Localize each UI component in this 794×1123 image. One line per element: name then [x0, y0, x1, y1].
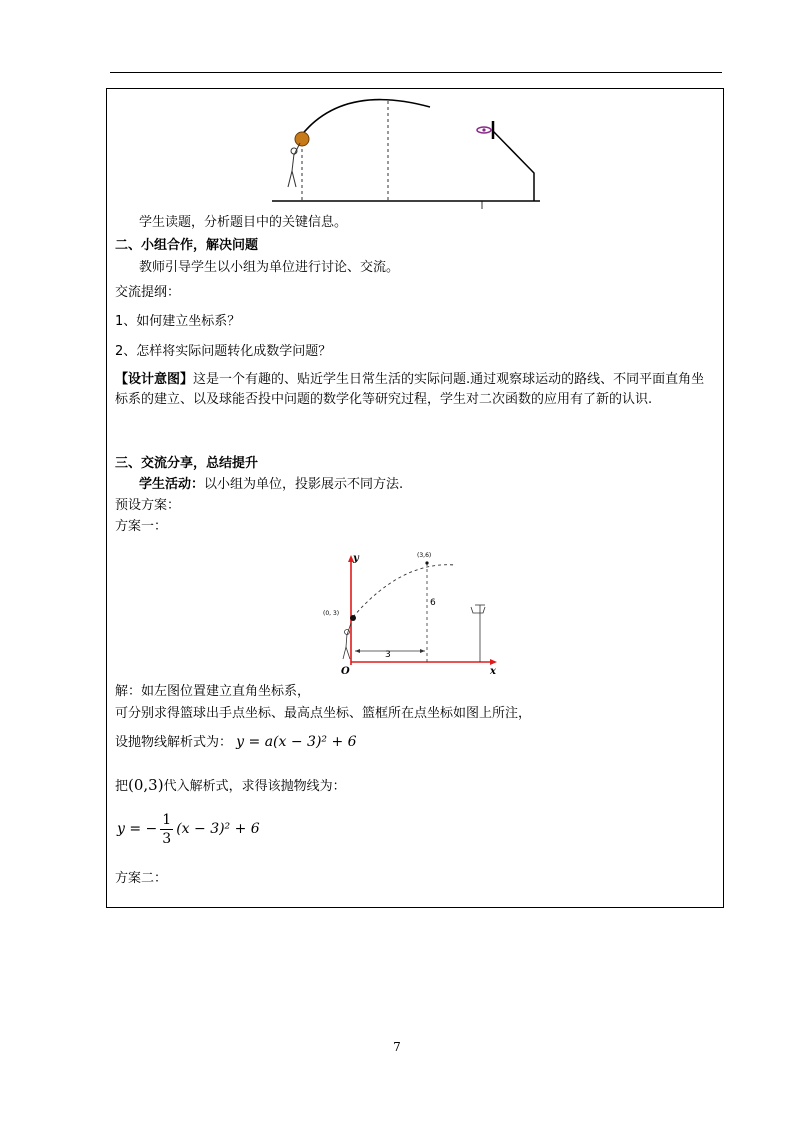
design-intent-text: 这是一个有趣的、贴近学生日常生活的实际问题.通过观察球运动的路线、不同平面直角坐标系的建立、以及球能否投中问题的数学化等研究过程，学生对二次函数的应用有了新的认识. [115, 372, 705, 407]
coordinate-system-figure [317, 547, 497, 677]
fraction-denominator: 3 [162, 830, 172, 847]
read-line: 学生读题，分析题目中的关键信息。 [139, 215, 348, 230]
solution-line-1: 解：如左图位置建立直角坐标系， [115, 684, 311, 699]
solution-line-4-prefix: 把 [115, 779, 129, 794]
formula-result-left: y = − [117, 821, 158, 837]
solution-line-4-suffix: 代入解析式，求得该抛物线为： [163, 779, 346, 794]
origin-label: O [341, 666, 350, 677]
release-point [350, 615, 356, 621]
x-axis-label: x [490, 666, 496, 677]
hoop-icon [477, 121, 534, 201]
player-icon [343, 623, 351, 659]
page-number: 7 [393, 1040, 401, 1054]
y-axis-label: y [353, 553, 359, 564]
solution-line-3 [115, 732, 357, 753]
content-frame [106, 88, 724, 908]
x-axis-arrow [490, 659, 497, 665]
distance-label: 3 [385, 650, 391, 660]
activity-line [139, 475, 403, 495]
fraction-numerator: 1 [162, 811, 172, 828]
plan-1-label: 方案一： [115, 519, 168, 534]
height-label: 6 [430, 598, 436, 608]
distance-arrow-right [420, 649, 425, 653]
basketball-shot-figure [272, 93, 552, 213]
solution-line-3-text: 设抛物线解析式为： [115, 735, 233, 750]
activity-text: 以小组为单位，投影展示不同方法. [204, 477, 404, 492]
question-1: 1、如何建立坐标系？ [115, 314, 241, 329]
peak-label: (3,6) [417, 552, 432, 559]
guide-line: 教师引导学生以小组为单位进行讨论、交流。 [139, 260, 400, 275]
activity-label: 学生活动： [139, 477, 205, 492]
formula-result [117, 807, 260, 851]
hoop-icon [471, 605, 485, 662]
section-3-heading: 三、交流分享，总结提升 [115, 456, 259, 471]
parabola-path [353, 565, 455, 617]
basketball-icon [295, 132, 309, 146]
point-value: (0,3) [128, 776, 164, 794]
design-intent-paragraph [115, 370, 715, 410]
start-label: (0, 3) [323, 610, 340, 617]
ball-trajectory [300, 100, 430, 137]
section-2-heading: 二、小组合作，解决问题 [115, 238, 259, 253]
solution-line-2: 可分别求得篮球出手点坐标、最高点坐标、篮框所在点坐标如图上所注， [115, 706, 532, 721]
question-2: 2、怎样将实际问题转化成数学问题？ [115, 344, 332, 359]
peak-point [425, 561, 428, 564]
preset-label: 预设方案： [115, 498, 181, 513]
plan-2-label: 方案二： [115, 871, 168, 886]
formula-vertex-form: y = a(x − 3)² + 6 [236, 734, 357, 750]
design-intent-label: 【设计意图】 [115, 372, 194, 387]
header-rule [110, 72, 722, 73]
outline-label: 交流提纲： [115, 285, 181, 300]
formula-result-right: (x − 3)² + 6 [176, 821, 260, 837]
player-icon [288, 143, 300, 187]
formula-fraction [160, 811, 173, 848]
distance-arrow-left [355, 649, 360, 653]
solution-line-4 [115, 775, 346, 797]
